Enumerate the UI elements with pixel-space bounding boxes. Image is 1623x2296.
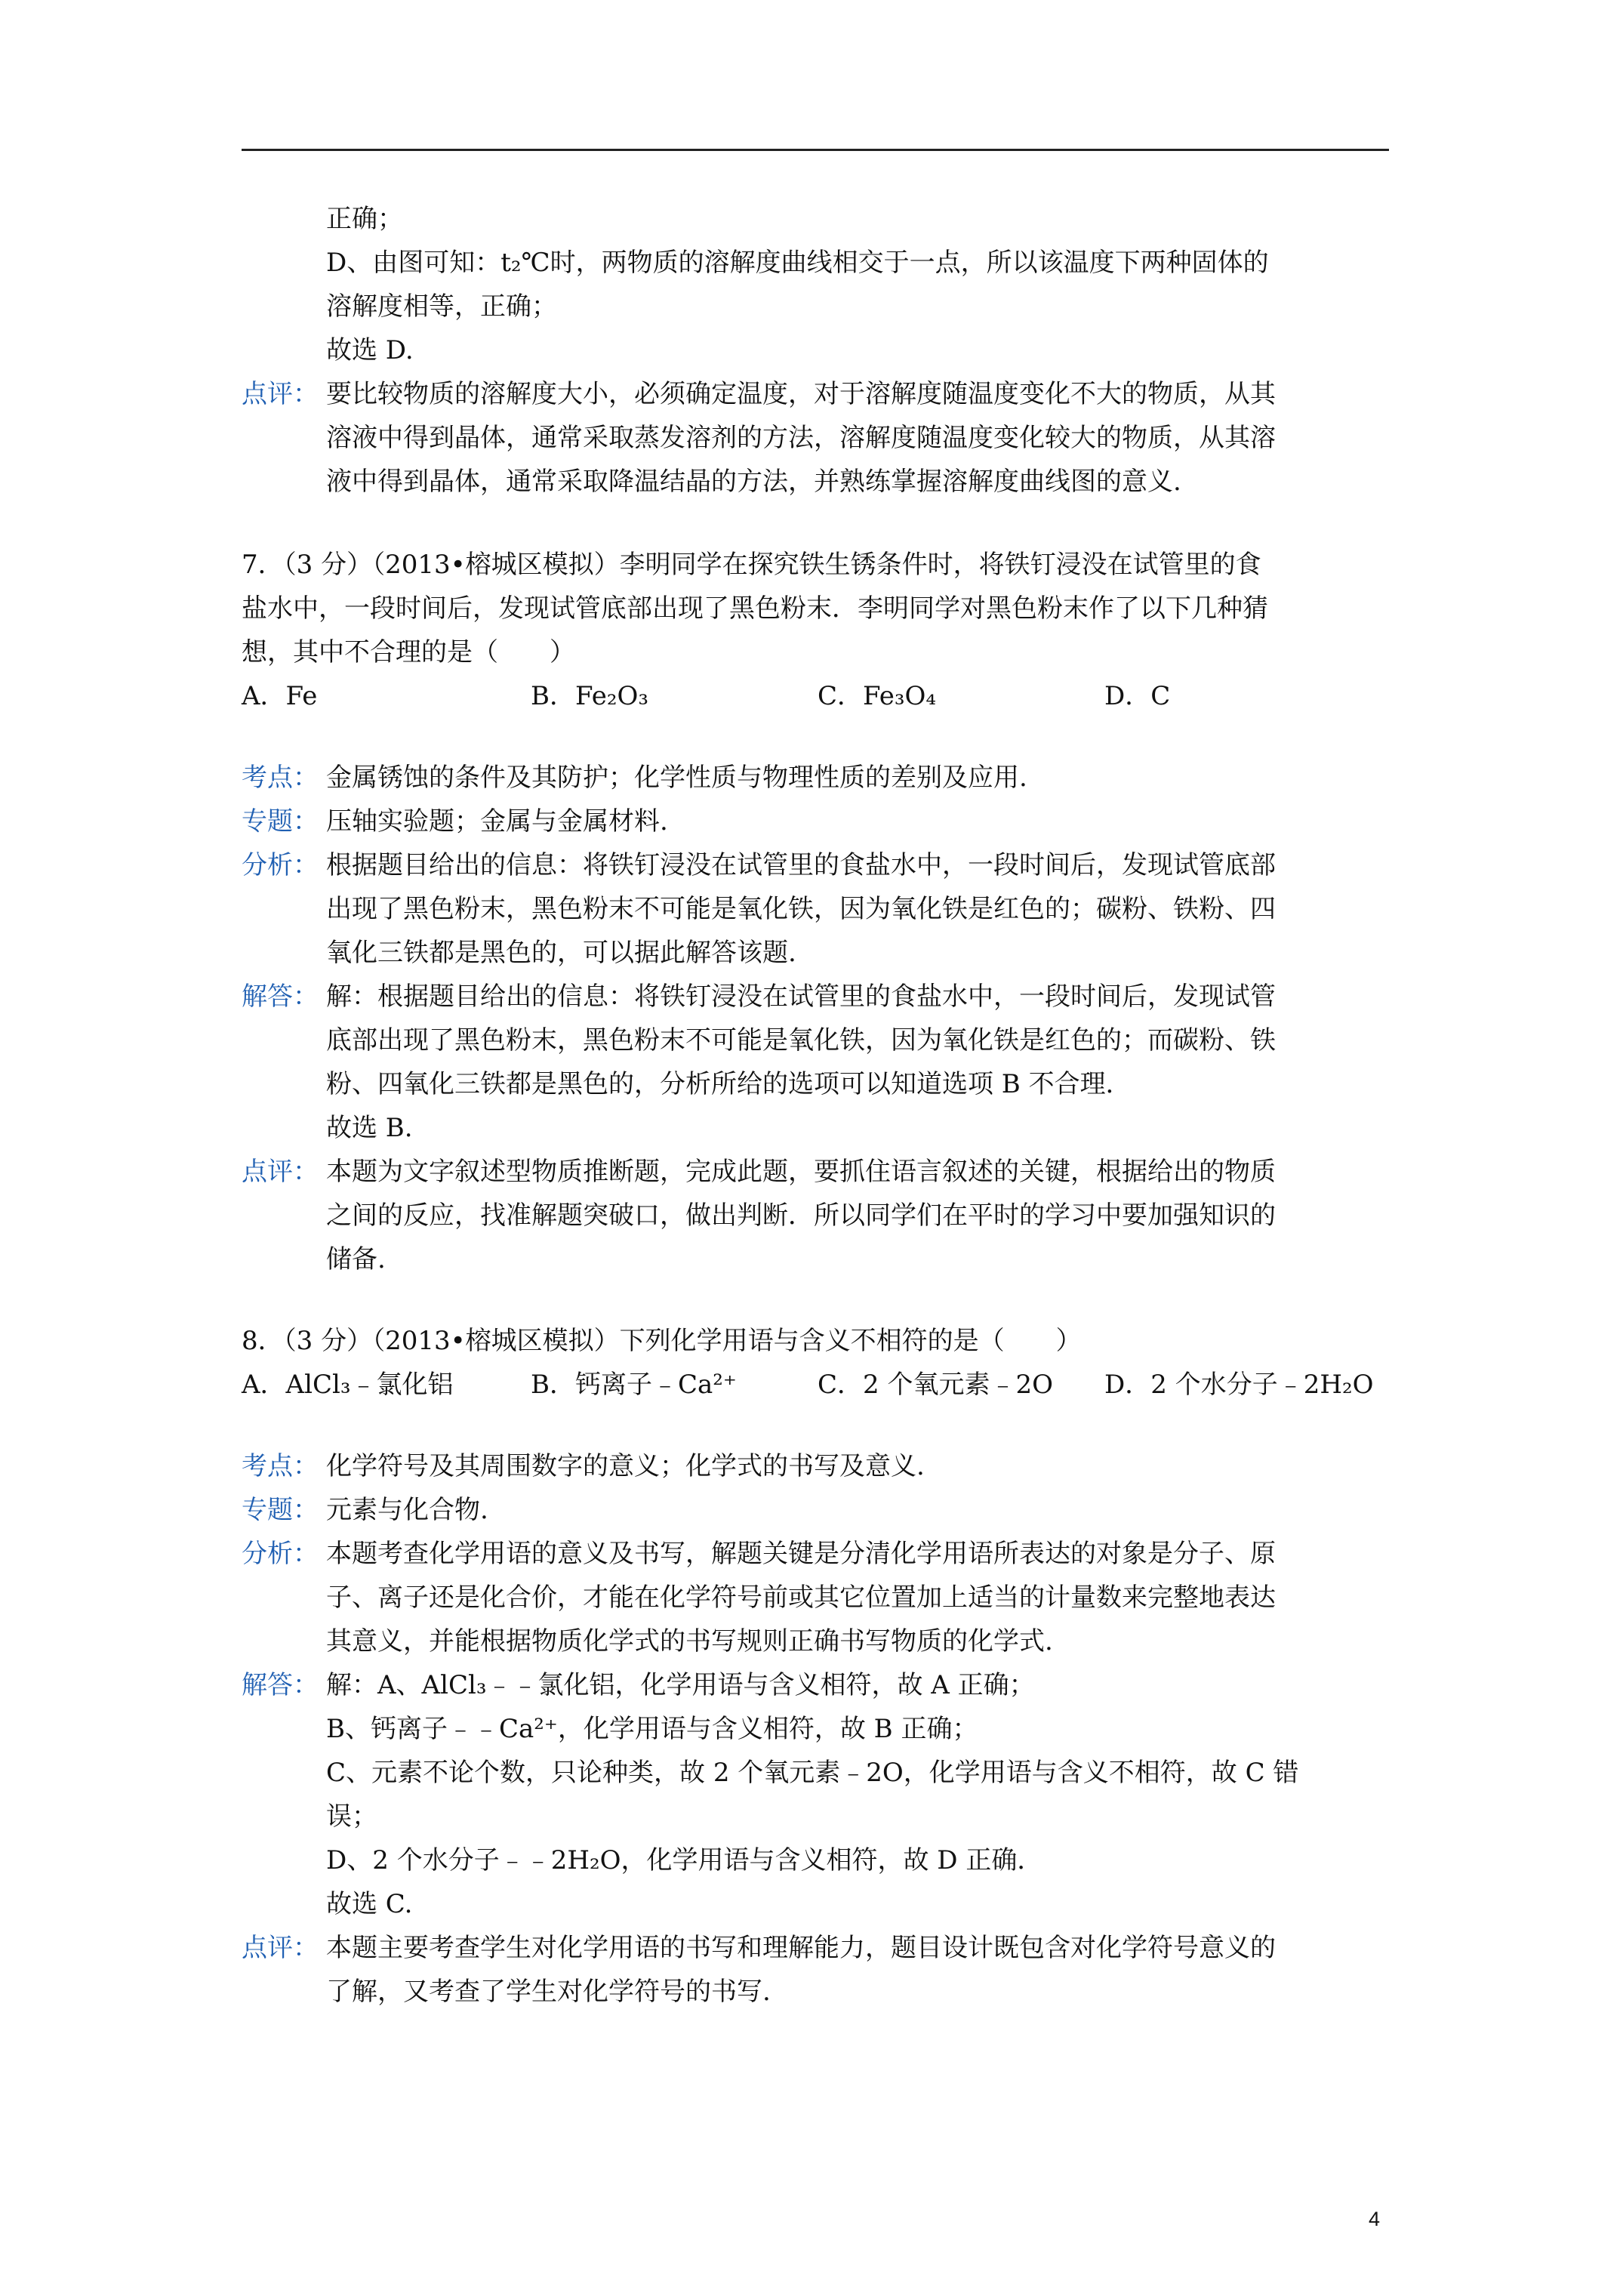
q7-option-c: C．Fe₃O₄ [818,681,937,711]
q8-jieda-line-2: B、钙离子﹣﹣Ca²⁺，化学用语与含义相符，故 B 正确； [326,1714,978,1744]
q7-kaodian-label: 考点： [242,763,319,793]
q7-jieda-line-3: 粉、四氧化三铁都是黑色的，分析所给的选项可以知道选项 B 不合理． [326,1069,1132,1099]
prev-line-2: D、由图可知：t₂℃时，两物质的溶解度曲线相交于一点，所以该温度下两种固体的 [326,248,1269,278]
q7-jieda-line-2: 底部出现了黑色粉末，黑色粉末不可能是氧化铁，因为氧化铁是红色的；而碳粉、铁 [326,1025,1276,1056]
q7-kaodian: 金属锈蚀的条件及其防护；化学性质与物理性质的差别及应用. [326,763,1027,793]
q7-fenxi-line-3: 氧化三铁都是黑色的，可以据此解答该题. [326,938,796,968]
q8-jieda-line-1: 解：A、AlCl₃﹣﹣氯化铝，化学用语与含义相符，故 A 正确； [326,1670,1035,1700]
q7-dianping-line-2: 之间的反应，找准解题突破口，做出判断．所以同学们在平时的学习中要加强知识的 [326,1200,1276,1231]
prev-line-1: 正确； [326,204,403,234]
prev-answer: 故选 D. [326,335,414,365]
q7-answer: 故选 B. [326,1113,413,1143]
q8-kaodian-label: 考点： [242,1451,319,1481]
q8-jieda-line-3: C、元素不论个数，只论种类，故 2 个氧元素﹣2O，化学用语与含义不相符，故 C 错 [326,1758,1299,1788]
q7-option-a: A．Fe [242,681,318,711]
q8-option-b: B．钙离子﹣Ca²⁺ [531,1370,737,1400]
q7-dianping-label: 点评： [242,1157,319,1187]
q8-answer: 故选 C. [326,1889,413,1919]
q7-stem-line-1: 7．（3 分）（2013•榕城区模拟）李明同学在探究铁生锈条件时，将铁钉浸没在试管里的食 [242,550,1261,580]
q8-kaodian: 化学符号及其周围数字的意义；化学式的书写及意义. [326,1451,925,1481]
q8-dianping-line-1: 本题主要考查学生对化学用语的书写和理解能力，题目设计既包含对化学符号意义的 [326,1933,1276,1963]
q8-fenxi-label: 分析： [242,1539,319,1569]
q8-jieda-label: 解答： [242,1670,319,1700]
q8-dianping-label: 点评： [242,1933,319,1963]
q7-fenxi-line-2: 出现了黑色粉末，黑色粉末不可能是氧化铁，因为氧化铁是红色的；碳粉、铁粉、四 [326,894,1276,924]
q8-jieda-line-5: D、2 个水分子﹣﹣2H₂O，化学用语与含义相符，故 D 正确． [326,1845,1043,1875]
q8-fenxi-line-2: 子、离子还是化合价，才能在化学符号前或其它位置加上适当的计量数来完整地表达 [326,1583,1276,1613]
q7-fenxi-line-1: 根据题目给出的信息：将铁钉浸没在试管里的食盐水中，一段时间后，发现试管底部 [326,850,1276,880]
q8-jieda-line-4: 误； [326,1801,377,1832]
q8-stem: 8．（3 分）（2013•榕城区模拟）下列化学用语与含义不相符的是（ ） [242,1326,1082,1356]
prev-line-3: 溶解度相等，正确； [326,291,557,322]
q8-fenxi-line-1: 本题考查化学用语的意义及书写，解题关键是分清化学用语所表达的对象是分子、原 [326,1539,1276,1569]
q7-zhuanti: 压轴实验题；金属与金属材料. [326,806,668,837]
prev-comment-line-1: 要比较物质的溶解度大小，必须确定温度，对于溶解度随温度变化不大的物质，从其 [326,379,1276,409]
q7-option-b: B．Fe₂O₃ [531,681,648,711]
q7-dianping-line-1: 本题为文字叙述型物质推断题，完成此题，要抓住语言叙述的关键，根据给出的物质 [326,1157,1276,1187]
prev-comment-line-3: 液中得到晶体，通常采取降温结晶的方法，并熟练掌握溶解度曲线图的意义. [326,467,1181,497]
q8-option-c: C．2 个氧元素﹣2O [818,1370,1053,1400]
q7-stem-line-2: 盐水中，一段时间后，发现试管底部出现了黑色粉末．李明同学对黑色粉末作了以下几种猜 [242,593,1268,624]
page-number: 4 [1369,2208,1381,2230]
q8-dianping-line-2: 了解，又考查了学生对化学符号的书写. [326,1977,771,2007]
q7-jieda-label: 解答： [242,982,319,1012]
prev-comment-label: 点评： [242,379,319,409]
prev-comment-line-2: 溶液中得到晶体，通常采取蒸发溶剂的方法，溶解度随温度变化较大的物质，从其溶 [326,423,1276,453]
q8-zhuanti: 元素与化合物. [326,1495,488,1525]
q7-option-d: D．C [1104,681,1171,711]
q7-zhuanti-label: 专题： [242,806,319,837]
q7-fenxi-label: 分析： [242,850,319,880]
q8-option-d: D．2 个水分子﹣2H₂O [1104,1370,1374,1400]
q7-stem-line-3: 想，其中不合理的是（ ） [242,637,575,667]
q7-jieda-line-1: 解：根据题目给出的信息：将铁钉浸没在试管里的食盐水中，一段时间后，发现试管 [326,982,1276,1012]
q7-dianping-line-3: 储备. [326,1244,386,1274]
q8-option-a: A．AlCl₃﹣氯化铝 [242,1370,454,1400]
q8-zhuanti-label: 专题： [242,1495,319,1525]
q8-fenxi-line-3: 其意义，并能根据物质化学式的书写规则正确书写物质的化学式. [326,1626,1053,1657]
header-rule [242,149,1389,151]
